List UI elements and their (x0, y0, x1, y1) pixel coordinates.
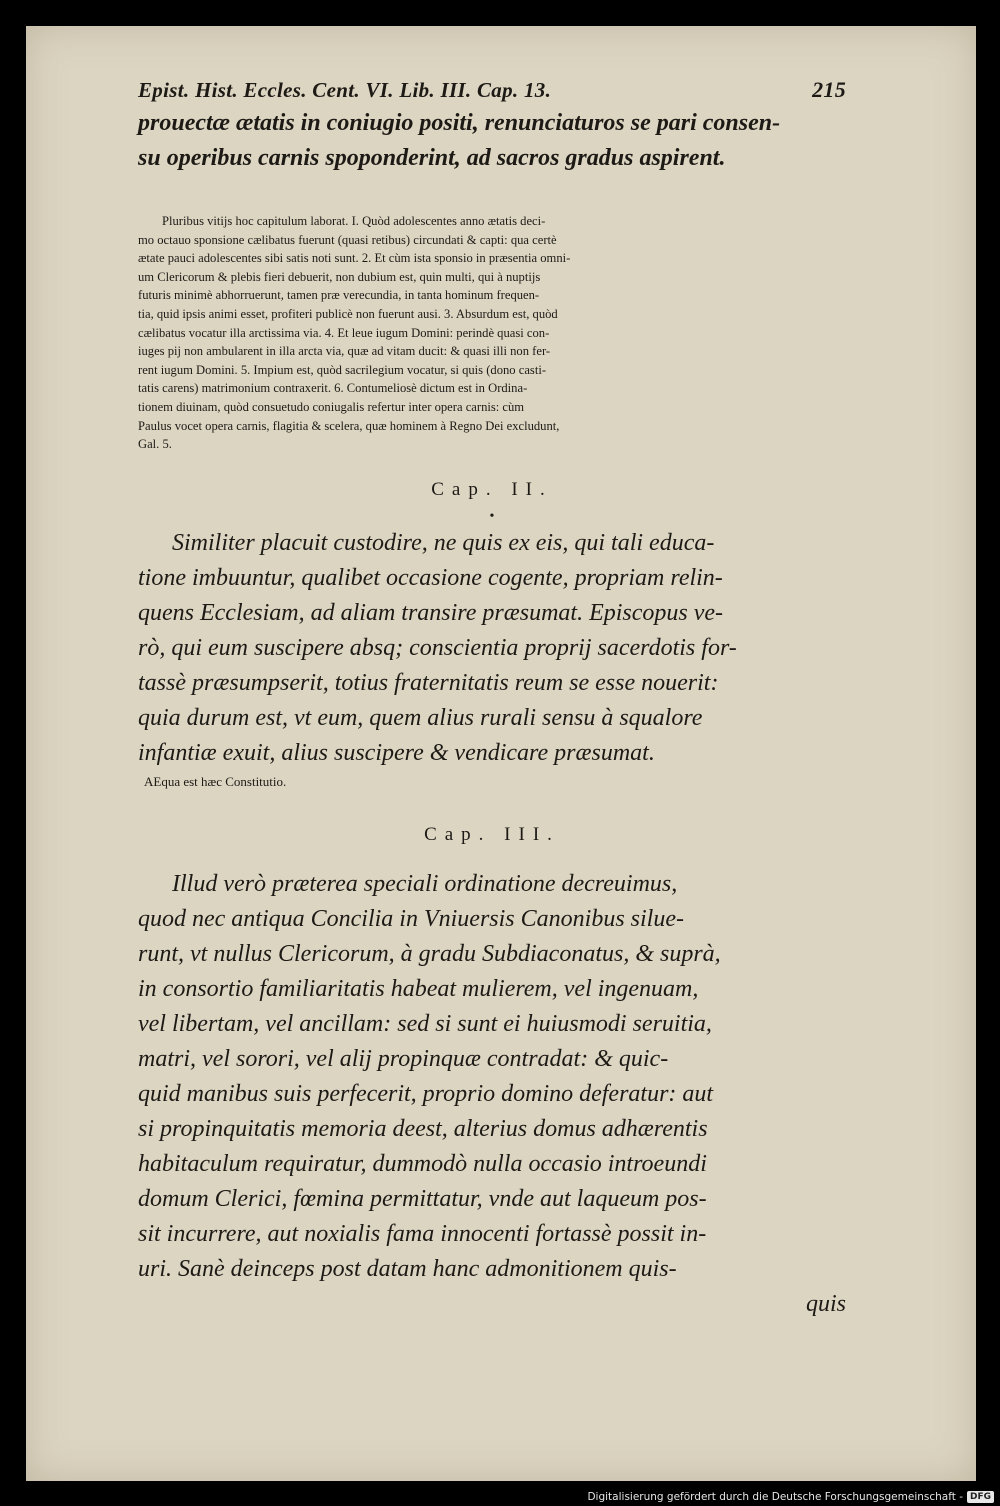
text-line: quia durum est, vt eum, quem alius rurali sensu à squalore (138, 704, 703, 731)
commentary-line: tia, quid ipsis animi esset, profiteri publicè non fuerunt ausi. 3. Absurdum est, quòd (138, 306, 558, 321)
text-line: quid manibus suis perfecerit, proprio domino deferatur: aut (138, 1080, 714, 1107)
commentary-line: Gal. 5. (138, 437, 172, 452)
text-line: rò, qui eum suscipere absq; conscientia proprij sacerdotis for- (138, 634, 737, 661)
chapter-heading-3: Cap. III. (424, 823, 560, 845)
text-line: uri. Sanè deinceps post datam hanc admonitionem quis- (138, 1255, 677, 1282)
text-line: su operibus carnis spoponderint, ad sacros gradus aspirent. (138, 145, 726, 171)
text-line: sit incurrere, aut noxialis fama innocenti fortassè possit in- (138, 1220, 707, 1247)
text-line: matri, vel sorori, vel alij propinquæ contradat: & quic- (138, 1045, 669, 1072)
commentary-line: um Clericorum & plebis fieri debuerit, non dubium est, quin multi, qui à nuptijs (138, 269, 541, 284)
catchword: quis (805, 1290, 846, 1317)
text-line: tassè præsumpserit, totius fraternitatis reum se esse nouerit: (138, 669, 719, 696)
text-line: Similiter placuit custodire, ne quis ex eis, qui tali educa- (172, 529, 715, 556)
dfg-logo: DFG (967, 1491, 994, 1503)
chapter-2-text (138, 526, 846, 771)
text-line: quens Ecclesiam, ad aliam transire præsumat. Episcopus ve- (138, 599, 724, 626)
text-line: vel libertam, vel ancillam: sed si sunt ei huiusmodi seruitia, (138, 1010, 712, 1037)
footer-text: Digitalisierung gefördert durch die Deutsche Forschungsgemeinschaft - (587, 1491, 963, 1503)
digitization-footer (587, 1491, 994, 1503)
running-header (138, 74, 846, 106)
commentary-line: rent iugum Domini. 5. Impium est, quòd sacrilegium vocatur, si quis (dono casti- (138, 362, 547, 377)
text-line: infantiæ exuit, alius suscipere & vendicare præsumat. (138, 739, 655, 766)
book-page (26, 26, 976, 1481)
commentary-line: Paulus vocet opera carnis, flagitia & scelera, quæ hominem à Regno Dei excludunt, (138, 418, 560, 433)
commentary-line: iuges pij non ambularent in illa arcta via, quæ ad vitam ducit: & quasi illi non fer- (138, 344, 551, 359)
ornament-dot: • (489, 508, 495, 524)
text-line: runt, vt nullus Clericorum, à gradu Subdiaconatus, & suprà, (138, 940, 721, 967)
chapter-2-note: AEqua est hæc Constitutio. (144, 773, 287, 789)
commentary-line: ætate pauci adolescentes sibi satis noti sunt. 2. Et cùm ista sponsio in præsentia omni- (138, 251, 571, 266)
text-line: tione imbuuntur, qualibet occasione cogente, propriam relin- (138, 564, 723, 591)
text-line: domum Clerici, fœmina permittatur, vnde aut laqueum pos- (138, 1185, 707, 1212)
page-content (138, 74, 846, 1322)
page-number: 215 (812, 77, 846, 102)
lead-text (138, 106, 846, 176)
text-line: si propinquitatis memoria deest, alterius domus adhærentis (138, 1115, 708, 1142)
text-line: in consortio familiaritatis habeat mulierem, vel ingenuam, (138, 975, 699, 1002)
commentary-block (138, 212, 846, 454)
commentary-line: mo octauo sponsione cælibatus fuerunt (quasi retibus) circundati & capti: qua certè (138, 232, 557, 247)
text-line: quod nec antiqua Concilia in Vniuersis Canonibus siluе- (138, 905, 684, 932)
commentary-line: cælibatus vocatur illa arctissima via. 4. Et leue iugum Domini: perindè quasi con- (138, 325, 550, 340)
text-line: prouectæ ætatis in coniugio positi, renunciaturos se pari consen- (138, 110, 781, 136)
chapter-3-text (138, 867, 846, 1287)
chapter-heading-2: Cap. II. (431, 478, 553, 500)
running-title: Epist. Hist. Eccles. Cent. VI. Lib. III. Cap. 13. (138, 78, 552, 102)
commentary-line: tatis carens) matrimonium contraxerit. 6. Contumeliosè dictum est in Ordina- (138, 381, 528, 396)
text-line: Illud verò præterea speciali ordinatione decreuimus, (172, 870, 678, 897)
commentary-line: futuris minimè abhorruerunt, tamen præ verecundia, in tanta hominum frequen- (138, 288, 540, 303)
commentary-line: Pluribus vitijs hoc capitulum laborat. I. Quòd adolescentes anno ætatis deci- (162, 214, 546, 228)
text-line: habitaculum requiratur, dummodò nulla occasio introeundi (138, 1150, 707, 1177)
commentary-line: tionem diuinam, quòd consuetudo coniugalis refertur inter opera carnis: cùm (138, 399, 525, 414)
